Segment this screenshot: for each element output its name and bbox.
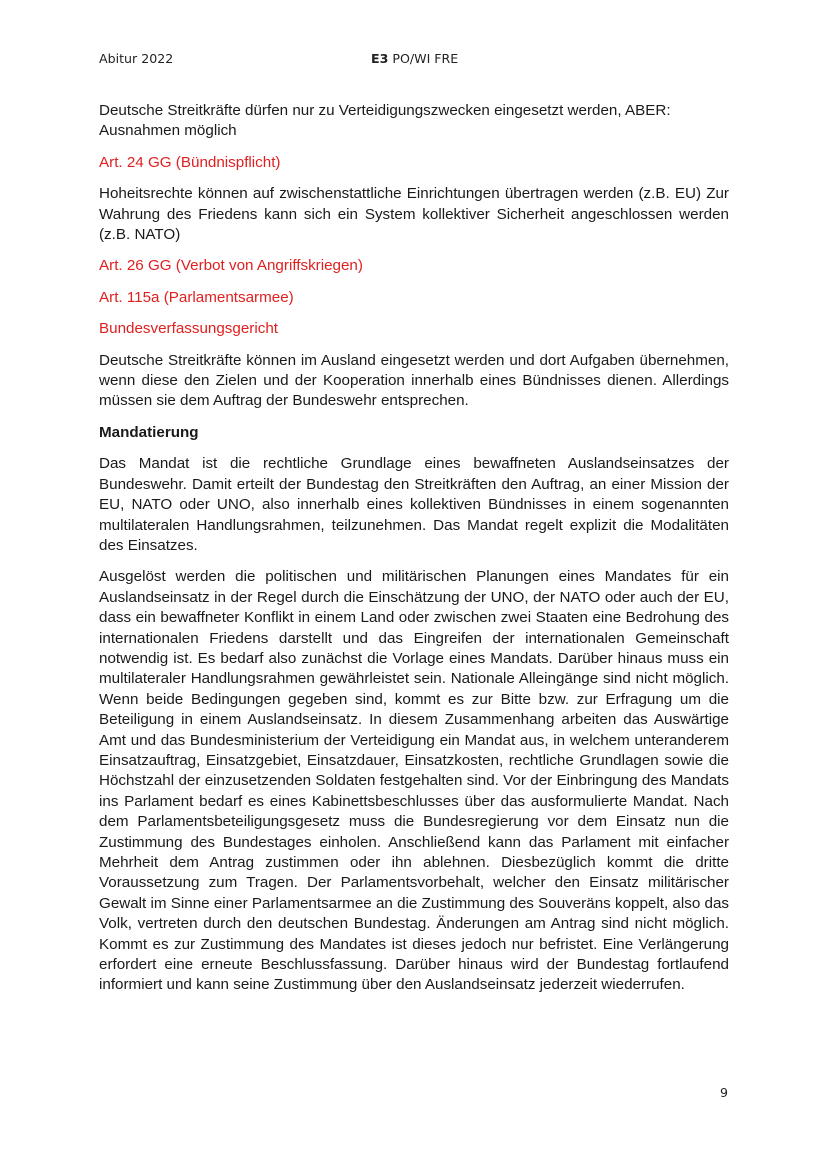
paragraph-mandate-definition: Das Mandat ist die rechtliche Grundlage eines bewaffneten Auslandseinsatzes der Bundeswehr. Damit erteilt der Bundestag den Streitkräften den Auftrag, an einer Mission der EU, NATO oder UNO, also innerhalb eines kollektiven Bündnisses in einem sogenannten multilateralen Handlungsrahmen, teilzunehmen. Das Mandat regelt explizit die Modalitäten des Einsatzes.: [99, 455, 729, 554]
paragraph-defense-purpose: Deutsche Streitkräfte dürfen nur zu Verteidigungszwecken eingesetzt werden, ABER: Ausnahmen möglich: [99, 102, 671, 140]
heading-art-26: Art. 26 GG (Verbot von Angriffskriegen): [99, 257, 363, 275]
heading-bverfg: Bundesverfassungsgericht: [99, 320, 278, 338]
page-number: 9: [720, 1085, 729, 1100]
page-header: [99, 51, 729, 69]
heading-art-115a: Art. 115a (Parlamentsarmee): [99, 288, 294, 306]
paragraph-mandate-process: Ausgelöst werden die politischen und militärischen Planungen eines Mandates für ein Auslandseinsatz in der Regel durch die Einschätzung der UNO, der NATO oder auch der EU, dass ein bewaffneter Konflikt in einem Land oder zwischen zwei Staaten eine Bedrohung des internationalen Friedens darstellt und das Eingreifen der internationalen Gemeinschaft notwendig ist. Es bedarf also zunächst die Vorlage eines Mandats. Darüber hinaus muss ein multilateraler Handlungsrahmen gewährleistet sein. Nationale Alleingänge sind nicht möglich. Wenn beide Bedingungen gegeben sind, kommt es zur Bitte bzw. zur Erfragung um die Beteiligung in einem Auslandseinsatz. In diesem Zusammenhang arbeiten das Auswärtige Amt und das Bundesministerium der Verteidigung ein Mandat aus, in welchem unteranderem Einsatzauftrag, Einsatzgebiet, Einsatzdauer, Einsatzkosten, rechtliche Grundlagen sowie die Höchstzahl der einzusetzenden Soldaten festgehalten sind. Vor der Einbringung des Mandats ins Parlament bedarf es eines Kabinettsbeschlusses über das ausformulierte Mandat. Nach dem Parlamentsbeteiligungsgesetz muss die Bundesregierung vor dem Einsatz nun die Zustimmung des Bundestages einholen. Anschließend kann das Parlament mit einfacher Mehrheit dem Antrag zustimmen oder ihn ablehnen. Diesbezüglich kommt die dritte Voraussetzung zum Tragen. Der Parlamentsvorbehalt, welcher den Einsatz militärischer Gewalt im Sinne einer Parlamentsarmee an die Zustimmung des Souveräns koppelt, also das Volk, vertreten durch den deutschen Bundestag. Änderungen am Antrag sind nicht möglich. Kommt es zur Zustimmung des Mandates ist dieses jedoch nur befristet. Eine Verlängerung erfordert eine erneute Beschlussfassung. Darüber hinaus wird der Bundestag fortlaufend informiert und kann seine Zustimmung über den Auslandseinsatz jederzeit wiederrufen.: [99, 568, 729, 994]
header-course-code: [371, 51, 458, 66]
heading-mandatierung: Mandatierung: [99, 423, 199, 441]
heading-art-24: Art. 24 GG (Bündnispflicht): [99, 153, 281, 171]
header-course-code-bold: E3: [371, 51, 389, 66]
header-exam-year: Abitur 2022: [99, 51, 174, 66]
paragraph-bverfg-ruling: Deutsche Streitkräfte können im Ausland eingesetzt werden und dort Aufgaben übernehmen, wenn diese den Zielen und der Kooperation innerhalb eines Bündnisses dienen. Allerdings müssen sie dem Auftrag der Bundeswehr entsprechen.: [99, 351, 729, 410]
document-body: [99, 101, 729, 1007]
paragraph-sovereignty-transfer: Hoheitsrechte können auf zwischenstattliche Einrichtungen übertragen werden (z.B. EU) Zur Wahrung des Friedens kann sich ein System kollektiver Sicherheit angeschlossen werden (z.B. NATO): [99, 185, 729, 244]
header-course-code-rest: PO/WI FRE: [388, 51, 459, 66]
